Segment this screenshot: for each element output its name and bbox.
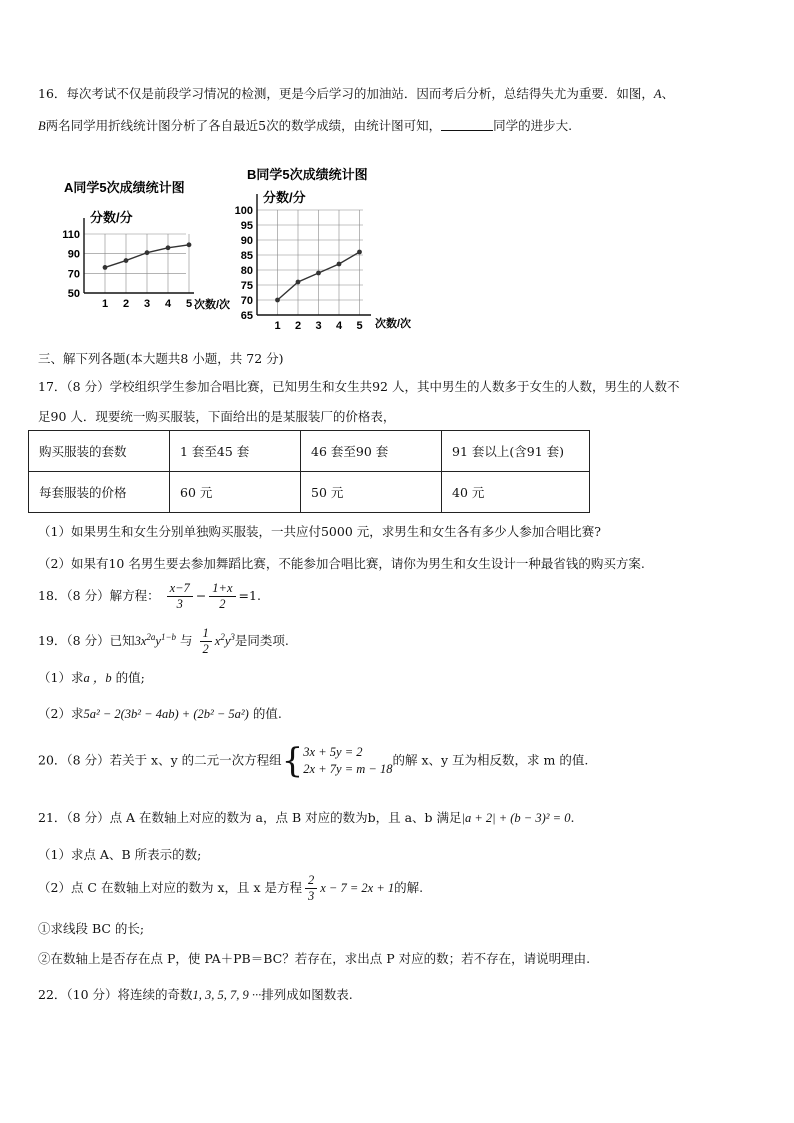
q21-sub2-prefix: （2）点 C 在数轴上对应的数为 x，且 x 是方程 <box>38 880 302 895</box>
equation-system <box>303 744 392 778</box>
table-row <box>29 472 590 513</box>
x-axis-label: 次数/次 <box>194 299 231 311</box>
fraction-denominator: 2 <box>219 597 226 611</box>
x-tick-label: 5 <box>356 320 363 332</box>
y-tick-label: 75 <box>240 280 253 292</box>
table-cell: 91 套以上(含91 套) <box>442 431 590 472</box>
q21-c2: ②在数轴上是否存在点 P，使 PA＋PB＝BC？若存在，求出点 P 对应的数；若不存在，请说明理由. <box>38 951 591 966</box>
y-tick-label: 110 <box>62 229 80 241</box>
x-tick-label: 1 <box>274 320 281 332</box>
x-tick-label: 3 <box>143 298 151 310</box>
table-cell: 50 元 <box>301 472 442 513</box>
x-tick-label: 5 <box>185 298 193 310</box>
table-cell: 1 套至45 套 <box>170 431 301 472</box>
q16-text2: 两名同学用折线统计图分析了各自最近5次的数学成绩，由统计图可知， <box>45 118 442 133</box>
y-tick-label: 50 <box>67 288 80 300</box>
q17-sub2: （2）如果有10 名男生要去参加舞蹈比赛，不能参加合唱比赛，请你为男生和女生设计一种最省钱的购买方案. <box>38 556 645 571</box>
answer-blank <box>441 119 493 131</box>
q21-prefix: 21．（8 分）点 A 在数轴上对应的数为 a，点 B 对应的数为b，且 a、b 满足 <box>38 810 462 825</box>
fraction <box>305 873 317 904</box>
data-point <box>275 298 280 303</box>
x-tick-label: 1 <box>101 298 109 310</box>
q16-text3: 同学的进步大. <box>493 118 573 133</box>
q21-sub1: （1）求点 A、B 所表示的数; <box>38 847 202 862</box>
q19-mid: 与 <box>180 633 193 648</box>
q19-prefix: 19．（8 分）已知 <box>38 633 135 648</box>
data-point <box>103 265 108 270</box>
q22-prefix: 22．（10 分）将连续的奇数 <box>38 987 193 1002</box>
chart-title: B同学5次成绩统计图 <box>247 167 368 182</box>
brace-glyph: { <box>281 741 304 781</box>
section-heading: 三、解下列各题(本大题共8 小题，共 72 分) <box>38 351 284 366</box>
q19-sub2-tail: 的值. <box>252 706 282 721</box>
q22-sequence: 1, 3, 5, 7, 9 ··· <box>192 988 262 1002</box>
q16-line1 <box>38 84 674 102</box>
y-tick-label: 80 <box>240 265 253 277</box>
q21-c1: ①求线段 BC 的长; <box>38 921 145 936</box>
fraction <box>167 581 193 612</box>
q18 <box>38 581 261 612</box>
equation-1: 3x + 5y = 2 <box>303 745 363 759</box>
data-point <box>357 250 362 255</box>
fraction-denominator: 2 <box>202 642 209 656</box>
fraction <box>209 581 235 612</box>
q19 <box>38 626 289 657</box>
table-cell: 购买服装的套数 <box>29 431 170 472</box>
y-tick-label: 90 <box>240 235 253 247</box>
q16-var-b: B <box>38 119 46 133</box>
q16-text1: 16．每次考试不仅是前段学习情况的检测，更是今后学习的加油站．因而考后分析，总结得失尤为重要．如图， <box>38 86 654 101</box>
table-cell: 46 套至90 套 <box>301 431 442 472</box>
y-axis-label: 分数/分 <box>90 210 133 225</box>
table-cell: 60 元 <box>170 472 301 513</box>
q19-term1: 3x <box>134 634 147 648</box>
y-tick-label: 85 <box>240 250 253 262</box>
y-tick-label: 65 <box>240 310 253 322</box>
q19-term1-y: y <box>155 634 161 648</box>
fraction <box>200 626 212 657</box>
exponent: 1−b <box>160 631 177 642</box>
fraction-numerator: 1 <box>200 626 212 642</box>
exponent: 2 <box>220 631 225 642</box>
x-tick-label: 3 <box>315 320 322 332</box>
fraction-numerator: x−7 <box>167 581 193 597</box>
table-row <box>29 431 590 472</box>
price-table <box>28 430 590 513</box>
data-point <box>316 271 321 276</box>
exponent: 2a <box>146 631 156 642</box>
fraction-numerator: 2 <box>305 873 317 889</box>
q18-prefix: 18．（8 分）解方程： <box>38 588 160 603</box>
q19-sub1 <box>38 668 145 686</box>
table-cell: 每套服装的价格 <box>29 472 170 513</box>
x-tick-label: 4 <box>164 298 172 310</box>
y-axis-label: 分数/分 <box>263 190 306 205</box>
q19-term2: x <box>214 634 221 648</box>
q21-condition: |a + 2| + (b − 3)² = 0 <box>461 811 571 825</box>
data-point <box>187 242 192 247</box>
q17-sub1: （1）如果男生和女生分别单独购买服装，一共应付5000 元，求男生和女生各有多少人参加合唱比赛? <box>38 524 601 539</box>
q19-sub1-prefix: （1）求 <box>38 670 84 685</box>
q19-sub1-tail: 的值; <box>115 670 145 685</box>
q22-tail: 排列成如图数表. <box>261 987 353 1002</box>
q20-tail: 的解 x、y 互为相反数，求 m 的值. <box>392 752 589 768</box>
y-tick-label: 95 <box>240 220 253 232</box>
data-point <box>337 262 342 267</box>
data-point <box>166 245 171 250</box>
q16-var-a: A <box>653 87 662 101</box>
x-tick-label: 2 <box>122 298 130 310</box>
equation-2: 2x + 7y = m − 18 <box>303 762 393 776</box>
chart-a <box>58 172 238 312</box>
q21-equation: x − 7 = 2x + 1 <box>320 881 395 895</box>
exponent: 3 <box>230 631 235 642</box>
q21 <box>38 808 574 826</box>
fraction-denominator: 3 <box>307 889 315 903</box>
table-cell: 40 元 <box>442 472 590 513</box>
q19-sub2 <box>38 704 282 722</box>
q21-sub2 <box>38 873 423 904</box>
fraction-numerator: 1+x <box>209 581 235 597</box>
q20-prefix: 20．（8 分）若关于 x、y 的二元一次方程组 <box>38 752 282 768</box>
x-axis-label: 次数/次 <box>375 318 412 330</box>
q20 <box>38 741 589 781</box>
minus-sign: − <box>195 588 207 603</box>
q19-term2-y: y <box>224 634 231 648</box>
y-tick-label: 90 <box>67 248 80 261</box>
y-tick-label: 70 <box>240 295 253 307</box>
fraction-denominator: 3 <box>176 597 183 611</box>
chart-b <box>225 162 435 334</box>
q16-line2 <box>38 116 572 134</box>
q22 <box>38 985 353 1003</box>
q17-line1: 17．（8 分）学校组织学生参加合唱比赛，已知男生和女生共92 人，其中男生的人数多于女生的人数，男生的人数不 <box>38 379 680 394</box>
q21-cond-tail: . <box>570 810 575 825</box>
q19-sub2-expr: 5a² − 2(3b² − 4ab) + (2b² − 5a²) <box>83 707 249 721</box>
q19-sub2-prefix: （2）求 <box>38 706 84 721</box>
data-point <box>124 258 129 263</box>
q19-sub1-vars: a ，b <box>83 671 112 685</box>
chart-title: A同学5次成绩统计图 <box>64 180 185 195</box>
data-point <box>145 250 150 255</box>
y-tick-label: 70 <box>67 268 80 281</box>
q21-sub2-tail: 的解. <box>394 880 424 895</box>
q19-tail: 是同类项. <box>234 633 289 648</box>
y-tick-label: 100 <box>234 205 253 217</box>
q17-line2: 足90 人．现要统一购买服装，下面给出的是某服装厂的价格表， <box>38 409 396 424</box>
data-point <box>296 280 301 285</box>
x-tick-label: 2 <box>294 320 302 332</box>
x-tick-label: 4 <box>335 320 343 332</box>
q16-sep: 、 <box>661 86 675 101</box>
q18-tail: =1. <box>238 588 261 603</box>
